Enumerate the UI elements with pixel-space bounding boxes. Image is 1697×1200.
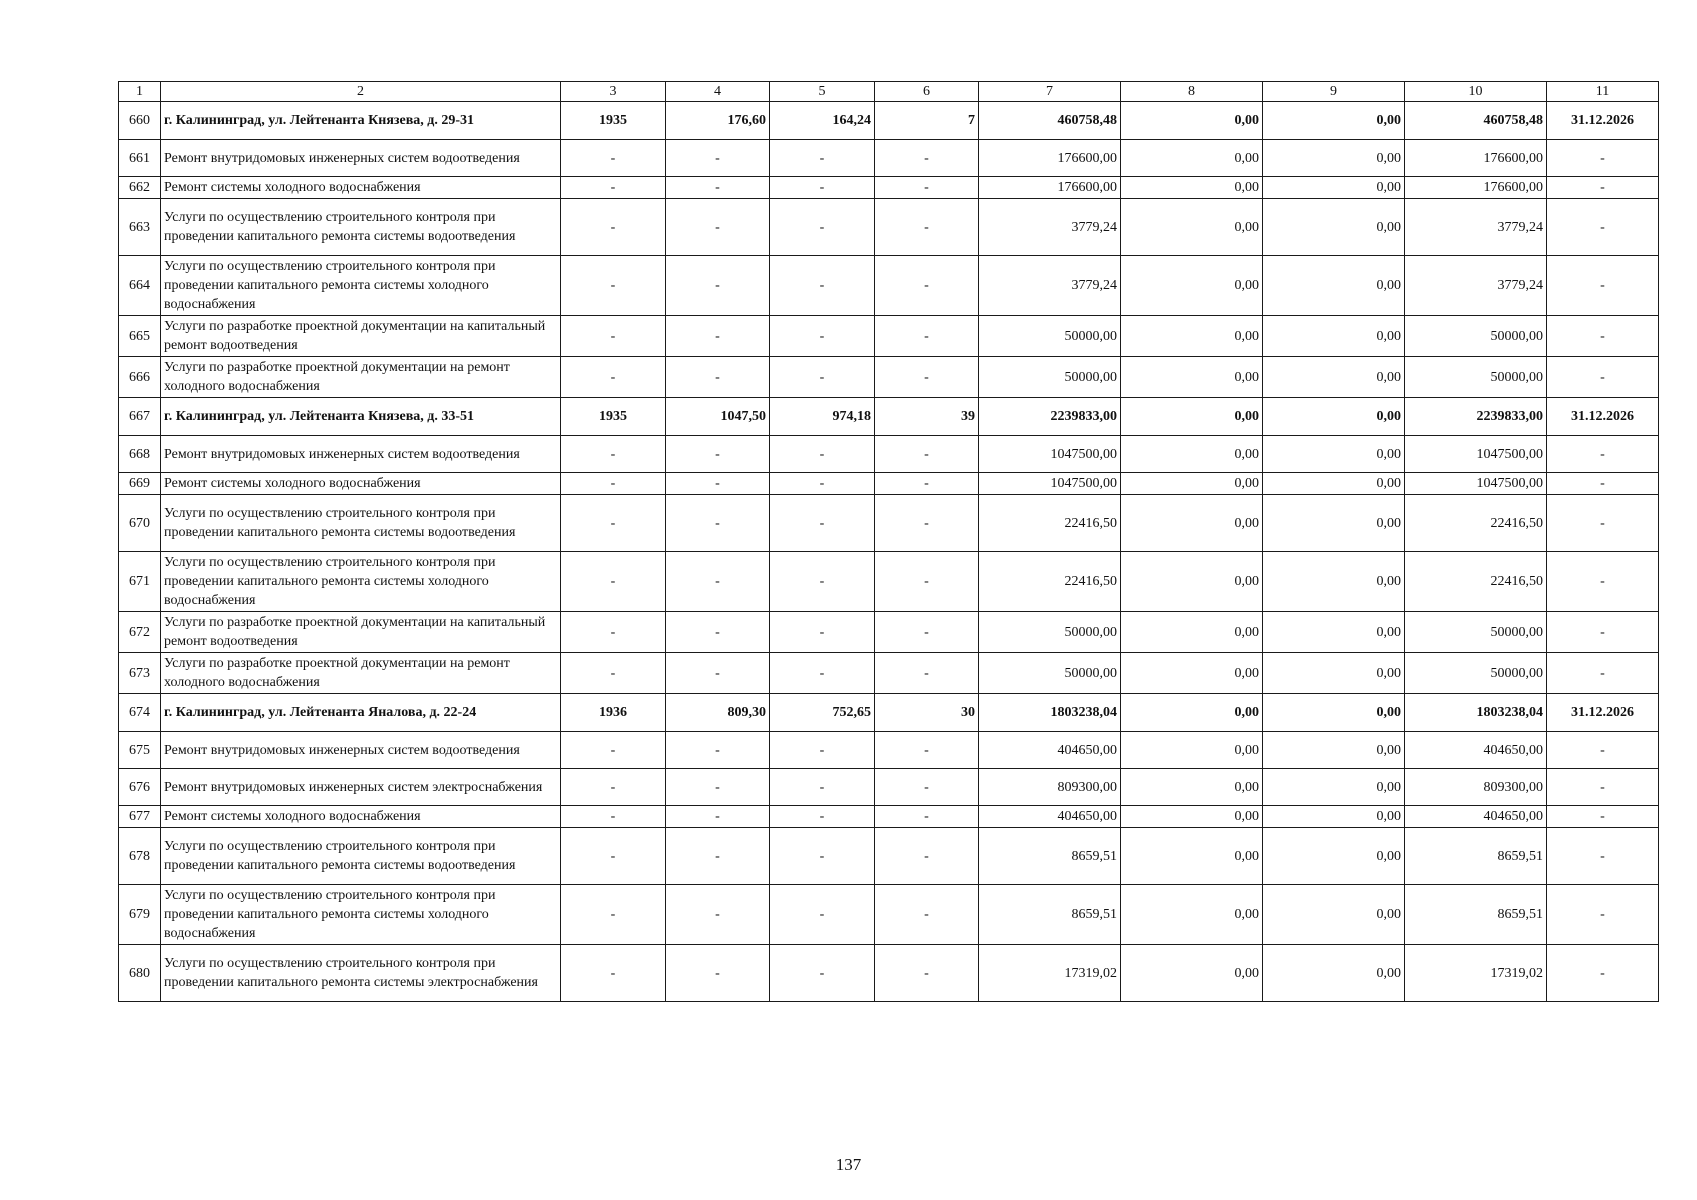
total-cost-cell: 176600,00 [979,177,1121,199]
owner-funds-cell: 3779,24 [1405,199,1547,256]
year-built-cell: - [561,177,666,199]
owner-funds-cell: 8659,51 [1405,828,1547,885]
living-area-cell: - [770,316,875,357]
residents-count-cell: - [875,177,979,199]
row-number-cell: 661 [119,140,161,177]
deadline-cell: - [1547,806,1659,828]
residents-count-cell: - [875,552,979,612]
living-area-cell: - [770,945,875,1002]
owner-funds-cell: 176600,00 [1405,177,1547,199]
column-header: 2 [161,82,561,102]
federal-funds-cell: 0,00 [1121,495,1263,552]
year-built-cell: 1936 [561,694,666,732]
federal-funds-cell: 0,00 [1121,102,1263,140]
owner-funds-cell: 22416,50 [1405,552,1547,612]
year-built-cell: - [561,316,666,357]
row-number-cell: 662 [119,177,161,199]
column-header: 11 [1547,82,1659,102]
owner-funds-cell: 460758,48 [1405,102,1547,140]
owner-funds-cell: 1047500,00 [1405,436,1547,473]
year-built-cell: - [561,885,666,945]
total-cost-cell: 809300,00 [979,769,1121,806]
federal-funds-cell: 0,00 [1121,806,1263,828]
column-header: 3 [561,82,666,102]
residents-count-cell: - [875,828,979,885]
total-cost-cell: 8659,51 [979,885,1121,945]
regional-funds-cell: 0,00 [1263,653,1405,694]
total-area-cell: - [666,806,770,828]
column-header: 5 [770,82,875,102]
deadline-cell: 31.12.2026 [1547,398,1659,436]
federal-funds-cell: 0,00 [1121,199,1263,256]
regional-funds-cell: 0,00 [1263,316,1405,357]
living-area-cell: - [770,495,875,552]
total-area-cell: 1047,50 [666,398,770,436]
owner-funds-cell: 50000,00 [1405,612,1547,653]
row-number-cell: 669 [119,473,161,495]
residents-count-cell: - [875,732,979,769]
residents-count-cell: - [875,769,979,806]
page-number: 137 [835,1155,862,1174]
federal-funds-cell: 0,00 [1121,945,1263,1002]
federal-funds-cell: 0,00 [1121,552,1263,612]
row-number-cell: 679 [119,885,161,945]
regional-funds-cell: 0,00 [1263,828,1405,885]
regional-funds-cell: 0,00 [1263,256,1405,316]
federal-funds-cell: 0,00 [1121,436,1263,473]
deadline-cell: - [1547,316,1659,357]
year-built-cell: - [561,552,666,612]
row-number-cell: 660 [119,102,161,140]
federal-funds-cell: 0,00 [1121,177,1263,199]
deadline-cell: 31.12.2026 [1547,694,1659,732]
total-area-cell: - [666,473,770,495]
row-number-cell: 673 [119,653,161,694]
year-built-cell: - [561,473,666,495]
total-cost-cell: 404650,00 [979,732,1121,769]
living-area-cell: - [770,806,875,828]
residents-count-cell: 30 [875,694,979,732]
total-cost-cell: 22416,50 [979,495,1121,552]
table-body [119,102,1659,1002]
total-area-cell: - [666,552,770,612]
total-cost-cell: 460758,48 [979,102,1121,140]
deadline-cell: - [1547,945,1659,1002]
deadline-cell: - [1547,828,1659,885]
deadline-cell: - [1547,732,1659,769]
deadline-cell: - [1547,612,1659,653]
year-built-cell: - [561,436,666,473]
living-area-cell: - [770,612,875,653]
total-cost-cell: 1047500,00 [979,473,1121,495]
living-area-cell: - [770,552,875,612]
total-area-cell: - [666,316,770,357]
total-area-cell: - [666,256,770,316]
residents-count-cell: - [875,199,979,256]
total-cost-cell: 1047500,00 [979,436,1121,473]
living-area-cell: 974,18 [770,398,875,436]
regional-funds-cell: 0,00 [1263,732,1405,769]
federal-funds-cell: 0,00 [1121,694,1263,732]
row-number-cell: 663 [119,199,161,256]
column-header: 4 [666,82,770,102]
total-cost-cell: 3779,24 [979,256,1121,316]
federal-funds-cell: 0,00 [1121,769,1263,806]
regional-funds-cell: 0,00 [1263,436,1405,473]
work-row [119,612,1659,653]
total-area-cell: - [666,945,770,1002]
federal-funds-cell: 0,00 [1121,316,1263,357]
year-built-cell: - [561,732,666,769]
row-number-cell: 671 [119,552,161,612]
federal-funds-cell: 0,00 [1121,732,1263,769]
federal-funds-cell: 0,00 [1121,398,1263,436]
federal-funds-cell: 0,00 [1121,828,1263,885]
living-area-cell: - [770,828,875,885]
total-cost-cell: 404650,00 [979,806,1121,828]
deadline-cell: - [1547,769,1659,806]
total-cost-cell: 50000,00 [979,612,1121,653]
work-row [119,199,1659,256]
work-row [119,357,1659,398]
owner-funds-cell: 404650,00 [1405,732,1547,769]
deadline-cell: - [1547,495,1659,552]
residents-count-cell: - [875,806,979,828]
regional-funds-cell: 0,00 [1263,769,1405,806]
federal-funds-cell: 0,00 [1121,653,1263,694]
regional-funds-cell: 0,00 [1263,612,1405,653]
federal-funds-cell: 0,00 [1121,612,1263,653]
row-name-cell: Услуги по осуществлению строительного контроля при проведении капитального ремонта системы водоотведения [161,199,561,256]
address-row [119,694,1659,732]
total-cost-cell: 22416,50 [979,552,1121,612]
total-area-cell: - [666,357,770,398]
address-row [119,102,1659,140]
row-number-cell: 674 [119,694,161,732]
row-number-cell: 677 [119,806,161,828]
residents-count-cell: - [875,256,979,316]
regional-funds-cell: 0,00 [1263,357,1405,398]
total-cost-cell: 3779,24 [979,199,1121,256]
year-built-cell: - [561,495,666,552]
year-built-cell: - [561,945,666,1002]
work-row [119,653,1659,694]
total-area-cell: - [666,199,770,256]
living-area-cell: - [770,177,875,199]
work-row [119,256,1659,316]
total-area-cell: - [666,436,770,473]
total-area-cell: - [666,140,770,177]
row-name-cell: Ремонт системы холодного водоснабжения [161,473,561,495]
work-row [119,473,1659,495]
residents-count-cell: - [875,495,979,552]
regional-funds-cell: 0,00 [1263,495,1405,552]
address-row [119,398,1659,436]
regional-funds-cell: 0,00 [1263,885,1405,945]
deadline-cell: 31.12.2026 [1547,102,1659,140]
federal-funds-cell: 0,00 [1121,256,1263,316]
row-number-cell: 676 [119,769,161,806]
regional-funds-cell: 0,00 [1263,552,1405,612]
living-area-cell: - [770,140,875,177]
work-row [119,828,1659,885]
column-header: 10 [1405,82,1547,102]
living-area-cell: 164,24 [770,102,875,140]
work-row [119,495,1659,552]
row-number-cell: 665 [119,316,161,357]
work-row [119,316,1659,357]
deadline-cell: - [1547,199,1659,256]
residents-count-cell: - [875,316,979,357]
work-row [119,552,1659,612]
deadline-cell: - [1547,256,1659,316]
residents-count-cell: - [875,436,979,473]
owner-funds-cell: 404650,00 [1405,806,1547,828]
work-row [119,177,1659,199]
row-name-cell: Услуги по осуществлению строительного контроля при проведении капитального ремонта системы холодного водоснабжения [161,256,561,316]
column-header: 1 [119,82,161,102]
year-built-cell: - [561,256,666,316]
work-row [119,885,1659,945]
year-built-cell: - [561,828,666,885]
owner-funds-cell: 17319,02 [1405,945,1547,1002]
owner-funds-cell: 176600,00 [1405,140,1547,177]
work-row [119,769,1659,806]
column-number-header-row [119,82,1659,102]
owner-funds-cell: 1803238,04 [1405,694,1547,732]
residents-count-cell: - [875,653,979,694]
deadline-cell: - [1547,473,1659,495]
row-name-cell: Ремонт внутридомовых инженерных систем водоотведения [161,436,561,473]
total-cost-cell: 17319,02 [979,945,1121,1002]
year-built-cell: - [561,806,666,828]
federal-funds-cell: 0,00 [1121,140,1263,177]
deadline-cell: - [1547,140,1659,177]
row-number-cell: 666 [119,357,161,398]
residents-count-cell: - [875,140,979,177]
year-built-cell: - [561,653,666,694]
residents-count-cell: - [875,473,979,495]
row-number-cell: 664 [119,256,161,316]
owner-funds-cell: 50000,00 [1405,316,1547,357]
column-header: 7 [979,82,1121,102]
regional-funds-cell: 0,00 [1263,945,1405,1002]
residents-count-cell: 7 [875,102,979,140]
total-area-cell: - [666,653,770,694]
row-name-cell: Ремонт внутридомовых инженерных систем водоотведения [161,732,561,769]
deadline-cell: - [1547,436,1659,473]
row-number-cell: 680 [119,945,161,1002]
regional-funds-cell: 0,00 [1263,473,1405,495]
regional-funds-cell: 0,00 [1263,177,1405,199]
residents-count-cell: 39 [875,398,979,436]
total-cost-cell: 50000,00 [979,357,1121,398]
regional-funds-cell: 0,00 [1263,199,1405,256]
deadline-cell: - [1547,653,1659,694]
total-cost-cell: 8659,51 [979,828,1121,885]
deadline-cell: - [1547,552,1659,612]
row-name-cell: Услуги по осуществлению строительного контроля при проведении капитального ремонта системы водоотведения [161,495,561,552]
total-cost-cell: 2239833,00 [979,398,1121,436]
row-name-cell: Услуги по разработке проектной документации на капитальный ремонт водоотведения [161,316,561,357]
total-area-cell: - [666,769,770,806]
owner-funds-cell: 1047500,00 [1405,473,1547,495]
row-name-cell: Ремонт системы холодного водоснабжения [161,806,561,828]
year-built-cell: 1935 [561,398,666,436]
year-built-cell: - [561,199,666,256]
living-area-cell: - [770,769,875,806]
living-area-cell: 752,65 [770,694,875,732]
federal-funds-cell: 0,00 [1121,357,1263,398]
residents-count-cell: - [875,945,979,1002]
row-name-cell: Услуги по разработке проектной документации на ремонт холодного водоснабжения [161,357,561,398]
federal-funds-cell: 0,00 [1121,473,1263,495]
owner-funds-cell: 3779,24 [1405,256,1547,316]
residents-count-cell: - [875,885,979,945]
row-number-cell: 672 [119,612,161,653]
residents-count-cell: - [875,357,979,398]
row-name-cell: Услуги по разработке проектной документации на капитальный ремонт водоотведения [161,612,561,653]
row-name-cell: г. Калининград, ул. Лейтенанта Князева, д. 33-51 [161,398,561,436]
column-header: 8 [1121,82,1263,102]
deadline-cell: - [1547,177,1659,199]
column-header: 9 [1263,82,1405,102]
row-number-cell: 670 [119,495,161,552]
living-area-cell: - [770,732,875,769]
deadline-cell: - [1547,357,1659,398]
regional-funds-cell: 0,00 [1263,806,1405,828]
year-built-cell: - [561,769,666,806]
row-number-cell: 667 [119,398,161,436]
year-built-cell: - [561,357,666,398]
total-area-cell: 176,60 [666,102,770,140]
row-name-cell: Услуги по осуществлению строительного контроля при проведении капитального ремонта системы холодного водоснабжения [161,552,561,612]
row-name-cell: Ремонт системы холодного водоснабжения [161,177,561,199]
owner-funds-cell: 22416,50 [1405,495,1547,552]
regional-funds-cell: 0,00 [1263,694,1405,732]
row-name-cell: Услуги по осуществлению строительного контроля при проведении капитального ремонта системы холодного водоснабжения [161,885,561,945]
living-area-cell: - [770,885,875,945]
column-header: 6 [875,82,979,102]
living-area-cell: - [770,473,875,495]
row-number-cell: 678 [119,828,161,885]
total-area-cell: - [666,612,770,653]
total-area-cell: 809,30 [666,694,770,732]
row-number-cell: 675 [119,732,161,769]
row-name-cell: Услуги по разработке проектной документации на ремонт холодного водоснабжения [161,653,561,694]
federal-funds-cell: 0,00 [1121,885,1263,945]
total-cost-cell: 50000,00 [979,653,1121,694]
row-name-cell: Ремонт внутридомовых инженерных систем водоотведения [161,140,561,177]
work-row [119,945,1659,1002]
living-area-cell: - [770,357,875,398]
repair-schedule-table [118,81,1659,1002]
living-area-cell: - [770,653,875,694]
total-cost-cell: 1803238,04 [979,694,1121,732]
total-cost-cell: 176600,00 [979,140,1121,177]
row-name-cell: г. Калининград, ул. Лейтенанта Яналова, д. 22-24 [161,694,561,732]
living-area-cell: - [770,436,875,473]
total-area-cell: - [666,828,770,885]
work-row [119,140,1659,177]
row-name-cell: Ремонт внутридомовых инженерных систем электроснабжения [161,769,561,806]
row-name-cell: Услуги по осуществлению строительного контроля при проведении капитального ремонта системы водоотведения [161,828,561,885]
work-row [119,732,1659,769]
total-area-cell: - [666,885,770,945]
owner-funds-cell: 50000,00 [1405,357,1547,398]
owner-funds-cell: 50000,00 [1405,653,1547,694]
year-built-cell: - [561,140,666,177]
row-name-cell: г. Калининград, ул. Лейтенанта Князева, д. 29-31 [161,102,561,140]
row-name-cell: Услуги по осуществлению строительного контроля при проведении капитального ремонта системы электроснабжения [161,945,561,1002]
total-cost-cell: 50000,00 [979,316,1121,357]
regional-funds-cell: 0,00 [1263,102,1405,140]
owner-funds-cell: 8659,51 [1405,885,1547,945]
year-built-cell: 1935 [561,102,666,140]
year-built-cell: - [561,612,666,653]
total-area-cell: - [666,732,770,769]
owner-funds-cell: 2239833,00 [1405,398,1547,436]
residents-count-cell: - [875,612,979,653]
total-area-cell: - [666,177,770,199]
total-area-cell: - [666,495,770,552]
work-row [119,436,1659,473]
row-number-cell: 668 [119,436,161,473]
regional-funds-cell: 0,00 [1263,140,1405,177]
living-area-cell: - [770,256,875,316]
regional-funds-cell: 0,00 [1263,398,1405,436]
work-row [119,806,1659,828]
deadline-cell: - [1547,885,1659,945]
document-sheet [118,81,1658,1002]
living-area-cell: - [770,199,875,256]
owner-funds-cell: 809300,00 [1405,769,1547,806]
